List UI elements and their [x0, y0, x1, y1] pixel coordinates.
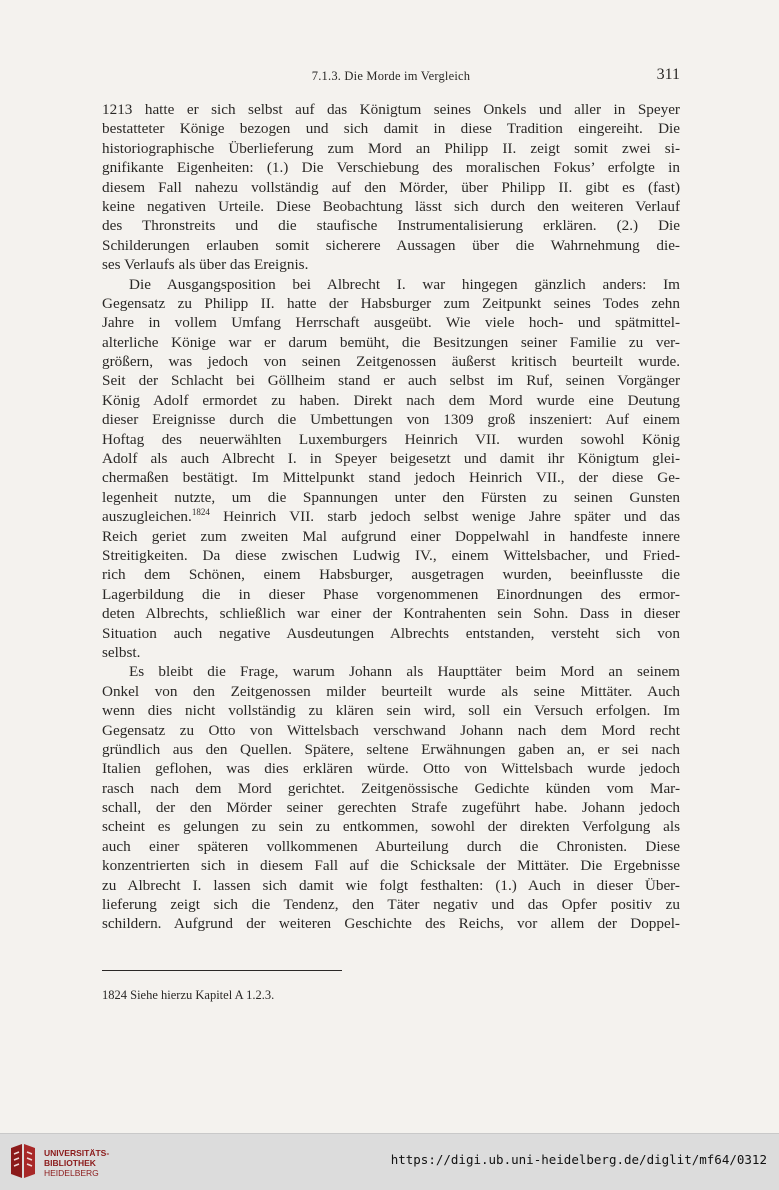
- permalink-url[interactable]: https://digi.ub.uni-heidelberg.de/diglit/mf64/0312: [390, 1152, 767, 1167]
- text-line: bestatteter Könige bezogen und sich damit in diese Tradition eingereiht. Die: [102, 120, 680, 138]
- text-line: Onkel von den Zeitgenossen milder beurteilt wurde als seine Mittäter. Auch: [102, 682, 680, 700]
- body-text: [102, 100, 680, 934]
- library-emblem-icon: [8, 1142, 38, 1182]
- text-line: Lagerbildung die in dieser Phase vorgenommenen Einordnungen des ermor-: [102, 585, 680, 603]
- library-name-line: BIBLIOTHEK: [44, 1158, 96, 1168]
- text-line: historiographische Überlieferung zum Mord an Philipp II. zeigt somit zwei si-: [102, 139, 680, 157]
- text-line: Es bleibt die Frage, warum Johann als Haupttäter beim Mord an seinem: [129, 663, 680, 681]
- text-line: deten Albrechts, schließlich war einer der Kontrahenten sein Sohn. Dass in dieser: [102, 605, 680, 623]
- text-line: Gegensatz zu Otto von Wittelsbach verschwand Johann nach dem Mord recht: [102, 721, 680, 739]
- text-line: Italien geflohen, was dies erklären würde. Otto von Wittelsbach wurde jedoch: [102, 760, 680, 778]
- text-line: rasch nach dem Mord gerichtet. Zeitgenössische Gedichte künden vom Mar-: [102, 779, 680, 797]
- text-line: auch einer späteren vollkommenen Aburteilung durch die Chronisten. Diese: [102, 837, 680, 855]
- footnote: 1824 Siehe hierzu Kapitel A 1.2.3.: [102, 988, 275, 1002]
- text-line: alterliche Könige war er darum bemüht, die Besitzungen seiner Familie zu ver-: [102, 333, 680, 351]
- text-line: Reich geriet zum zweiten Mal aufgrund einer Doppelwahl in handfeste innere: [102, 527, 680, 545]
- text-line: Gegensatz zu Philipp II. hatte der Habsburger zum Zeitpunkt seines Todes zehn: [102, 294, 680, 312]
- text-line: Hoftag des neuerwählten Luxemburgers Heinrich VII. wurden sowohl König: [102, 430, 680, 448]
- running-title: 7.1.3. Die Morde im Vergleich: [311, 69, 471, 83]
- text-line: Situation auch negative Ausdeutungen Albrechts entstanden, versteht sich von: [102, 624, 680, 642]
- text-line: selbst.: [102, 643, 141, 661]
- text-line: des Thronstreits und die staufische Instrumentalisierung erklären. (2.) Die: [102, 217, 680, 235]
- running-head: [102, 66, 680, 88]
- text-line: legenheit nutzte, um die Spannungen unter den Fürsten zu seinen Gunsten: [102, 488, 680, 506]
- text-line: dieser Ereignisse durch die Umbettungen von 1309 groß inszeniert: Auf einem: [102, 411, 680, 429]
- page-number: 311: [656, 66, 680, 83]
- text-line: chermaßen bestätigt. Im Mittelpunkt stand jedoch Heinrich VII., der diese Ge-: [102, 469, 680, 487]
- text-line: ses Verlaufs als über das Ereignis.: [102, 256, 309, 274]
- viewer-footer: [0, 1133, 779, 1190]
- library-name: [44, 1148, 109, 1178]
- text-line: schall, der den Mörder seiner gerechten Strafe zugeführt habe. Johann jedoch: [102, 799, 680, 817]
- text-line: 1213 hatte er sich selbst auf das Königtum seines Onkels und aller in Speyer: [102, 101, 680, 118]
- text-line: Streitigkeiten. Da diese zwischen Ludwig IV., einem Wittelsbacher, und Fried-: [102, 546, 680, 564]
- text-segment: auszugleichen.: [102, 508, 192, 526]
- text-line: diesem Fall nahezu vollständig auf den Mörder, über Philipp II. gibt es (fast): [102, 178, 680, 196]
- text-line: Adolf als auch Albrecht I. in Speyer beigesetzt und damit ihr Königtum glei-: [102, 450, 680, 468]
- text-line: größern, was jedoch von seinen Zeitgenossen äußerst kritisch beurteilt wurde.: [102, 353, 680, 371]
- text-segment: Heinrich VII. starb jedoch selbst wenige Jahre später und das: [223, 508, 680, 526]
- text-line: Jahre in vollem Umfang Herrschaft ausgeübt. Wie viele hoch- und spätmittel-: [102, 314, 680, 332]
- text-line: keine negativen Urteile. Diese Beobachtung lässt sich durch den weiteren Verlauf: [102, 197, 680, 215]
- text-line: schildern. Aufgrund der weiteren Geschichte des Reichs, vor allem der Doppel-: [102, 915, 680, 933]
- text-line: gnifikante Eigenheiten: (1.) Die Verschiebung des moralischen Fokus’ erfolgte in: [102, 159, 680, 177]
- footnote-reference[interactable]: 1824: [191, 507, 210, 518]
- text-line: rich dem Schönen, einem Habsburger, ausgetragen wurden, beeinflusste die: [102, 566, 680, 584]
- text-line: gründlich aus den Quellen. Spätere, seltene Erwähnungen gaben an, er sei nach: [102, 740, 680, 758]
- text-line: lieferung zeigt sich die Tendenz, den Täter negativ und das Opfer positiv zu: [102, 896, 680, 914]
- library-name-line: HEIDELBERG: [44, 1168, 99, 1178]
- text-line: Schilderungen erlauben somit sicherere Aussagen über die Wahrnehmung die-: [102, 236, 680, 254]
- text-line: scheint es gelungen zu sein zu entkommen, sowohl der direkten Verfolgung als: [102, 818, 680, 836]
- library-name-line: UNIVERSITÄTS-: [44, 1148, 110, 1158]
- text-line: zu Albrecht I. lassen sich damit wie folgt festhalten: (1.) Auch in dieser Über-: [102, 876, 680, 894]
- text-line: Seit der Schlacht bei Göllheim stand er auch selbst im Ruf, seinen Vorgänger: [102, 372, 680, 390]
- text-line: konzentrierten sich in diesem Fall auf die Schicksale der Mittäter. Die Ergebnisse: [102, 857, 680, 875]
- text-line: wenn dies nicht vollständig zu klären sein wird, soll ein Versuch erfolgen. Im: [102, 702, 680, 720]
- text-line: König Adolf ermordet zu haben. Direkt nach dem Mord wurde eine Deutung: [102, 391, 680, 409]
- footnote-divider: [102, 970, 342, 971]
- text-line: Die Ausgangsposition bei Albrecht I. war hingegen gänzlich anders: Im: [129, 275, 680, 293]
- text-line-with-footnote: [102, 507, 680, 526]
